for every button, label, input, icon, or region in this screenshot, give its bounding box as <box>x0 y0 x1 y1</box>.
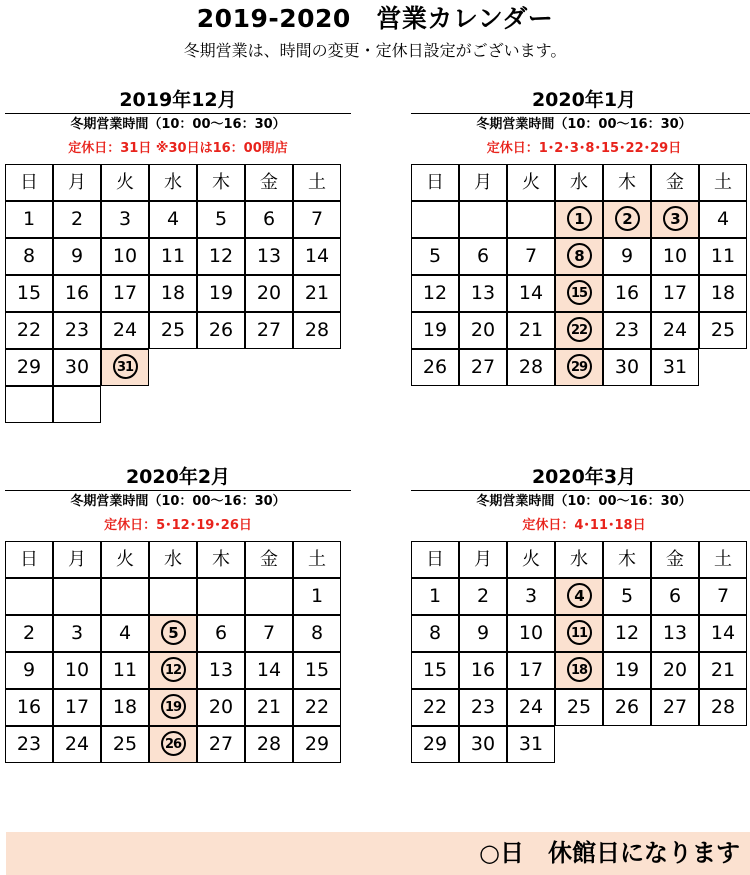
calendar-month <box>411 88 750 428</box>
weekday-header: 火 <box>101 164 149 201</box>
day-cell: 21 <box>293 275 341 312</box>
day-cell: 24 <box>101 312 149 349</box>
empty-day-cell <box>507 201 555 238</box>
day-cell: 3 <box>101 201 149 238</box>
day-cell: 30 <box>603 349 651 386</box>
day-cell: 8 <box>411 615 459 652</box>
closed-days-note: 定休日：5･12･19･26日 <box>104 518 252 533</box>
closed-day-cell <box>555 238 603 275</box>
day-cell: 30 <box>459 726 507 763</box>
calendar-month <box>411 465 750 805</box>
closed-day-cell <box>555 652 603 689</box>
weekday-header: 火 <box>507 164 555 201</box>
empty-day-cell <box>5 578 53 615</box>
closed-day-cell <box>555 275 603 312</box>
day-cell: 28 <box>699 689 747 726</box>
day-cell: 29 <box>293 726 341 763</box>
day-cell: 7 <box>293 201 341 238</box>
closed-day-cell <box>603 201 651 238</box>
weekday-header: 金 <box>245 541 293 578</box>
day-cell: 3 <box>507 578 555 615</box>
closed-day-cell <box>555 349 603 386</box>
month-title: 2020年1月 <box>531 89 637 111</box>
closed-days-note: 定休日：31日 ※30日は16：00閉店 <box>68 141 288 156</box>
empty-day-cell <box>53 578 101 615</box>
business-hours: 冬期営業時間（10：00～16：30） <box>476 494 692 509</box>
empty-day-cell <box>245 578 293 615</box>
day-cell: 13 <box>197 652 245 689</box>
day-cell: 6 <box>245 201 293 238</box>
business-hours: 冬期営業時間（10：00～16：30） <box>476 117 692 132</box>
day-cell: 8 <box>5 238 53 275</box>
weekday-header: 水 <box>149 541 197 578</box>
day-cell: 23 <box>603 312 651 349</box>
closed-day-cell <box>101 349 149 386</box>
day-cell: 18 <box>699 275 747 312</box>
day-cell: 12 <box>197 238 245 275</box>
weekday-header: 日 <box>411 164 459 201</box>
day-cell: 23 <box>53 312 101 349</box>
day-cell: 19 <box>411 312 459 349</box>
day-cell: 18 <box>101 689 149 726</box>
closed-day-number: 5 <box>161 620 186 645</box>
day-cell: 16 <box>5 689 53 726</box>
weekday-header: 月 <box>459 164 507 201</box>
closed-day-number: 29 <box>567 354 592 379</box>
day-cell: 27 <box>245 312 293 349</box>
business-hours: 冬期営業時間（10：00～16：30） <box>70 494 286 509</box>
day-cell: 21 <box>699 652 747 689</box>
day-cell: 15 <box>5 275 53 312</box>
weekday-header: 日 <box>411 541 459 578</box>
day-cell: 10 <box>53 652 101 689</box>
weekday-header: 木 <box>197 541 245 578</box>
weekday-header: 金 <box>245 164 293 201</box>
closed-day-number: 31 <box>113 354 138 379</box>
day-cell: 27 <box>459 349 507 386</box>
day-cell: 5 <box>411 238 459 275</box>
day-cell: 9 <box>603 238 651 275</box>
closed-day-number: 4 <box>567 583 592 608</box>
weekday-header: 月 <box>53 164 101 201</box>
day-cell: 2 <box>5 615 53 652</box>
day-cell: 5 <box>603 578 651 615</box>
day-cell: 10 <box>101 238 149 275</box>
day-cell: 9 <box>53 238 101 275</box>
day-cell: 6 <box>459 238 507 275</box>
closed-day-number: 22 <box>567 317 592 342</box>
day-cell: 13 <box>651 615 699 652</box>
day-cell: 20 <box>245 275 293 312</box>
day-cell: 13 <box>459 275 507 312</box>
day-cell: 5 <box>197 201 245 238</box>
weekday-header: 水 <box>149 164 197 201</box>
closed-day-number: 15 <box>567 280 592 305</box>
calendar-grid <box>5 164 351 428</box>
day-cell: 10 <box>507 615 555 652</box>
day-cell: 27 <box>197 726 245 763</box>
day-cell: 31 <box>651 349 699 386</box>
day-cell: 19 <box>197 275 245 312</box>
empty-day-cell <box>197 578 245 615</box>
empty-day-cell <box>101 578 149 615</box>
weekday-header: 火 <box>101 541 149 578</box>
weekday-header: 木 <box>197 164 245 201</box>
closed-day-cell <box>149 615 197 652</box>
closed-day-cell <box>555 312 603 349</box>
day-cell: 28 <box>245 726 293 763</box>
day-cell: 27 <box>651 689 699 726</box>
day-cell: 19 <box>603 652 651 689</box>
day-cell: 26 <box>411 349 459 386</box>
empty-day-cell <box>5 386 53 423</box>
day-cell: 22 <box>5 312 53 349</box>
day-cell: 24 <box>507 689 555 726</box>
calendar-grid <box>411 164 750 428</box>
day-cell: 6 <box>197 615 245 652</box>
day-cell: 14 <box>507 275 555 312</box>
empty-day-cell <box>53 386 101 423</box>
day-cell: 7 <box>699 578 747 615</box>
closed-day-cell <box>149 689 197 726</box>
closed-day-cell <box>555 578 603 615</box>
day-cell: 14 <box>245 652 293 689</box>
month-title: 2020年3月 <box>531 466 637 488</box>
calendar-grid <box>5 541 351 805</box>
weekday-header: 月 <box>459 541 507 578</box>
day-cell: 24 <box>53 726 101 763</box>
day-cell: 10 <box>651 238 699 275</box>
day-cell: 21 <box>245 689 293 726</box>
day-cell: 22 <box>293 689 341 726</box>
legend-text: ○日 休館日になります <box>479 839 740 867</box>
day-cell: 6 <box>651 578 699 615</box>
day-cell: 16 <box>603 275 651 312</box>
closed-days-note: 定休日：1･2･3･8･15･22･29日 <box>486 141 682 156</box>
day-cell: 1 <box>411 578 459 615</box>
day-cell: 11 <box>699 238 747 275</box>
day-cell: 4 <box>101 615 149 652</box>
day-cell: 14 <box>293 238 341 275</box>
day-cell: 20 <box>651 652 699 689</box>
weekday-header: 金 <box>651 164 699 201</box>
day-cell: 16 <box>459 652 507 689</box>
day-cell: 28 <box>293 312 341 349</box>
day-cell: 16 <box>53 275 101 312</box>
day-cell: 20 <box>459 312 507 349</box>
day-cell: 25 <box>101 726 149 763</box>
day-cell: 31 <box>507 726 555 763</box>
closed-day-number: 11 <box>567 620 592 645</box>
day-cell: 23 <box>459 689 507 726</box>
business-hours: 冬期営業時間（10：00～16：30） <box>70 117 286 132</box>
weekday-header: 土 <box>699 164 747 201</box>
day-cell: 26 <box>197 312 245 349</box>
calendar-month <box>5 465 351 805</box>
day-cell: 14 <box>699 615 747 652</box>
closed-day-number: 3 <box>663 206 688 231</box>
day-cell: 15 <box>411 652 459 689</box>
day-cell: 3 <box>53 615 101 652</box>
day-cell: 25 <box>555 689 603 726</box>
day-cell: 1 <box>5 201 53 238</box>
day-cell: 11 <box>101 652 149 689</box>
month-title: 2019年12月 <box>119 89 237 111</box>
weekday-header: 金 <box>651 541 699 578</box>
day-cell: 29 <box>5 349 53 386</box>
day-cell: 18 <box>149 275 197 312</box>
day-cell: 24 <box>651 312 699 349</box>
empty-day-cell <box>149 578 197 615</box>
weekday-header: 土 <box>699 541 747 578</box>
closed-days-note: 定休日：4･11･18日 <box>522 518 646 533</box>
day-cell: 2 <box>53 201 101 238</box>
day-cell: 25 <box>699 312 747 349</box>
weekday-header: 水 <box>555 164 603 201</box>
day-cell: 8 <box>293 615 341 652</box>
calendar-month <box>5 88 351 428</box>
page-subtitle: 冬期営業は、時間の変更・定休日設定がございます。 <box>183 41 567 60</box>
closed-day-number: 1 <box>567 206 592 231</box>
weekday-header: 木 <box>603 541 651 578</box>
day-cell: 13 <box>245 238 293 275</box>
day-cell: 20 <box>197 689 245 726</box>
day-cell: 28 <box>507 349 555 386</box>
weekday-header: 日 <box>5 164 53 201</box>
empty-day-cell <box>411 201 459 238</box>
day-cell: 29 <box>411 726 459 763</box>
closed-day-number: 8 <box>567 243 592 268</box>
weekday-header: 木 <box>603 164 651 201</box>
closed-day-cell <box>651 201 699 238</box>
day-cell: 12 <box>411 275 459 312</box>
day-cell: 17 <box>53 689 101 726</box>
day-cell: 4 <box>149 201 197 238</box>
closed-day-number: 26 <box>161 731 186 756</box>
day-cell: 17 <box>651 275 699 312</box>
legend-bar <box>6 832 750 875</box>
day-cell: 9 <box>5 652 53 689</box>
weekday-header: 土 <box>293 164 341 201</box>
page-title: 2019-2020 営業カレンダー <box>196 4 554 33</box>
closed-day-number: 19 <box>161 694 186 719</box>
day-cell: 7 <box>507 238 555 275</box>
day-cell: 17 <box>101 275 149 312</box>
day-cell: 15 <box>293 652 341 689</box>
closed-day-cell <box>149 726 197 763</box>
day-cell: 22 <box>411 689 459 726</box>
closed-day-cell <box>555 615 603 652</box>
day-cell: 1 <box>293 578 341 615</box>
closed-day-number: 18 <box>567 657 592 682</box>
empty-day-cell <box>459 201 507 238</box>
day-cell: 7 <box>245 615 293 652</box>
weekday-header: 月 <box>53 541 101 578</box>
closed-day-cell <box>555 201 603 238</box>
weekday-header: 火 <box>507 541 555 578</box>
closed-day-number: 2 <box>615 206 640 231</box>
weekday-header: 日 <box>5 541 53 578</box>
day-cell: 26 <box>603 689 651 726</box>
day-cell: 21 <box>507 312 555 349</box>
day-cell: 25 <box>149 312 197 349</box>
weekday-header: 土 <box>293 541 341 578</box>
day-cell: 30 <box>53 349 101 386</box>
day-cell: 12 <box>603 615 651 652</box>
weekday-header: 水 <box>555 541 603 578</box>
calendar-grid <box>411 541 750 805</box>
day-cell: 17 <box>507 652 555 689</box>
closed-day-number: 12 <box>161 657 186 682</box>
day-cell: 23 <box>5 726 53 763</box>
day-cell: 9 <box>459 615 507 652</box>
day-cell: 2 <box>459 578 507 615</box>
closed-day-cell <box>149 652 197 689</box>
day-cell: 11 <box>149 238 197 275</box>
month-title: 2020年2月 <box>125 466 231 488</box>
day-cell: 4 <box>699 201 747 238</box>
